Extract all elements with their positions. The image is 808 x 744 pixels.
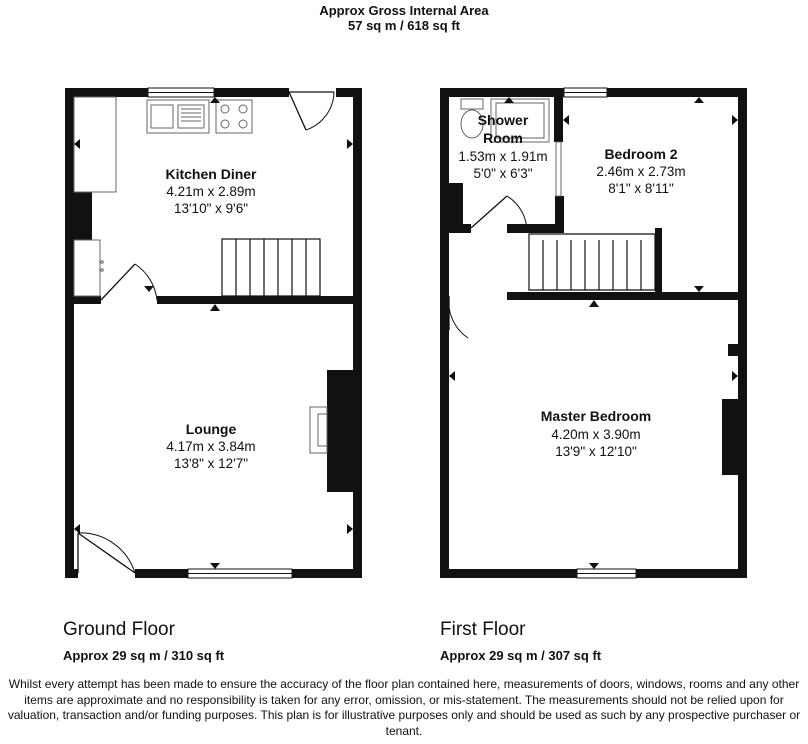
- floor-area-first: Approx 29 sq m / 307 sq ft: [440, 648, 602, 663]
- room-name-master-bedroom: Master Bedroom: [540, 408, 652, 424]
- floor-area-ground: Approx 29 sq m / 310 sq ft: [63, 648, 225, 663]
- room-name-kitchen-diner: Kitchen Diner: [165, 166, 257, 182]
- wall: [65, 569, 78, 578]
- wall: [738, 88, 747, 578]
- area-total: 57 sq m / 618 sq ft: [348, 18, 460, 33]
- fireplace: [310, 407, 327, 453]
- sliding-door: [556, 142, 561, 196]
- wall: [507, 224, 564, 233]
- room-dim-metric: 4.20m x 3.90m: [551, 427, 641, 442]
- room-name-shower-room-line2: Room: [483, 130, 523, 146]
- area-title: Approx Gross Internal Area: [319, 3, 489, 18]
- chimney-breast: [327, 370, 353, 492]
- wall: [655, 228, 662, 296]
- room-name-shower-room-line1: Shower: [477, 112, 529, 128]
- window: [148, 88, 292, 578]
- wall: [65, 88, 74, 578]
- disclaimer-text: Whilst every attempt has been made to ensure the accuracy of the floor plan contained here, measurements of doors, windows, rooms and any other items are approximate and no responsibility is taken for any error, omission, or mis-statement. The measurements should not be relied upon for valuation, transaction and/or funding purposes. This plan is for illustrative purposes only and should be used as such by any prospective purchaser or tenant.: [7, 677, 801, 738]
- wall: [65, 296, 101, 304]
- wall: [607, 88, 747, 97]
- chimney-breast: [74, 192, 92, 240]
- wall: [292, 569, 362, 578]
- room-dim-imperial: 13'9" x 12'10": [555, 444, 637, 459]
- room-dim-imperial: 5'0" x 6'3": [473, 166, 533, 181]
- room-name-bedroom-2: Bedroom 2: [604, 146, 678, 162]
- room-dim-imperial: 13'10" x 9'6": [173, 201, 249, 216]
- room-dim-imperial: 13'8" x 12'7": [173, 456, 249, 471]
- wall: [440, 88, 564, 97]
- wall: [440, 569, 577, 578]
- wall: [65, 88, 148, 97]
- first-floor-plan: [440, 88, 747, 578]
- hob-icon: [216, 100, 252, 133]
- room-dim-imperial: 8'1" x 8'11": [608, 181, 674, 196]
- wall: [214, 88, 289, 97]
- room-dim-metric: 4.21m x 2.89m: [166, 184, 256, 199]
- staircase: [529, 234, 655, 290]
- wall: [135, 569, 188, 578]
- chimney-breast: [449, 183, 463, 233]
- wall: [440, 88, 449, 578]
- room-dim-metric: 2.46m x 2.73m: [596, 164, 686, 179]
- room-name-lounge: Lounge: [185, 421, 237, 437]
- floor-title-ground: Ground Floor: [63, 619, 175, 640]
- wall: [554, 88, 563, 142]
- wall: [507, 292, 747, 300]
- wall: [157, 296, 362, 304]
- room-dim-metric: 4.17m x 3.84m: [166, 439, 256, 454]
- wall: [636, 569, 747, 578]
- chimney-breast: [722, 399, 738, 475]
- floor-title-first: First Floor: [440, 619, 526, 640]
- wall: [353, 88, 362, 578]
- wall: [555, 196, 564, 224]
- ground-floor-plan: [65, 88, 362, 578]
- chimney-breast: [728, 344, 738, 356]
- staircase: [222, 239, 320, 296]
- room-dim-metric: 1.53m x 1.91m: [458, 149, 548, 164]
